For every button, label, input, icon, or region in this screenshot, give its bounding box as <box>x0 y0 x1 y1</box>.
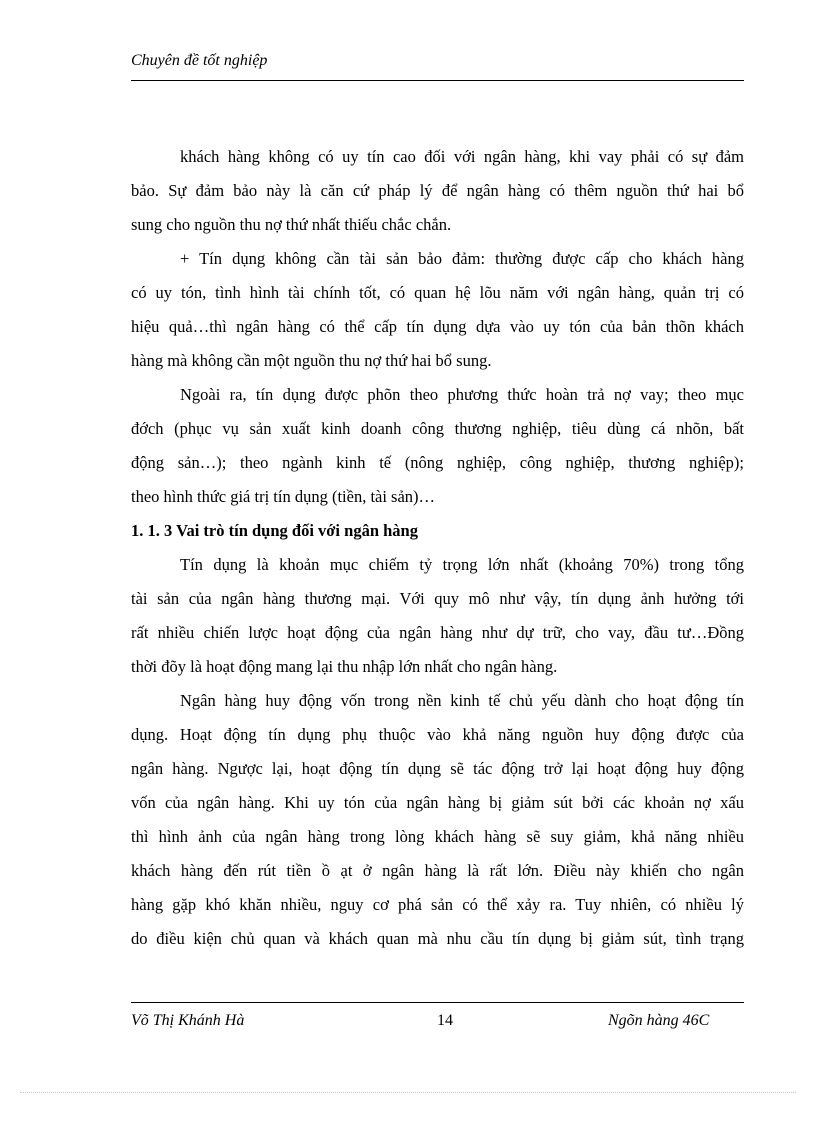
page-edge-divider <box>20 1092 796 1093</box>
body-line: do điều kiện chủ quan và khách quan mà nhu cầu tín dụng bị giảm sút, tình trạng <box>131 929 744 948</box>
body-line: bảo. Sự đảm bảo này là căn cứ pháp lý để ngân hàng có thêm nguồn thứ hai bổ <box>131 181 744 200</box>
body-line: rất nhiều chiến lược hoạt động của ngân hàng như dự trữ, cho vay, đầu tư…Đồng <box>131 623 744 642</box>
page-number: 14 <box>437 1012 453 1029</box>
body-line: Ngân hàng huy động vốn trong nền kinh tế chủ yếu dành cho hoạt động tín <box>180 691 744 710</box>
body-line: sung cho nguồn thu nợ thứ nhất thiếu chắc chắn. <box>131 215 452 234</box>
page-body <box>131 140 744 956</box>
body-line: động sản…); theo ngành kinh tế (nông nghiệp, công nghiệp, thương nghiệp); <box>131 453 744 472</box>
body-line: đớch (phục vụ sản xuất kinh doanh công thương nghiệp, tiêu dùng cá nhõn, bất <box>131 419 744 438</box>
body-line: khách hàng đến rút tiền ồ ạt ở ngân hàng là rất lớn. Điều này khiến cho ngân <box>131 861 744 880</box>
body-line: khách hàng không có uy tín cao đối với ngân hàng, khi vay phải có sự đảm <box>180 147 744 166</box>
body-line: hiệu quả…thì ngân hàng có thể cấp tín dụng dựa vào uy tón của bản thõn khách <box>131 317 744 336</box>
body-line: thì hình ảnh của ngân hàng trong lòng khách hàng sẽ suy giảm, khả năng nhiều <box>131 827 744 846</box>
body-line: hàng mà không cần một nguồn thu nợ thứ hai bổ sung. <box>131 351 492 370</box>
footer-class: Ngõn hàng 46C <box>608 1012 710 1029</box>
footer-divider <box>131 1002 744 1003</box>
body-line: thời đõy là hoạt động mang lại thu nhập lớn nhất cho ngân hàng. <box>131 657 558 676</box>
body-line: Ngoài ra, tín dụng được phõn theo phương thức hoàn trả nợ vay; theo mục <box>180 385 744 404</box>
body-line: vốn của ngân hàng. Khi uy tón của ngân hàng bị giảm sút bởi các khoản nợ xấu <box>131 793 744 812</box>
body-line: Tín dụng là khoản mục chiếm tỷ trọng lớn nhất (khoảng 70%) trong tổng <box>180 555 744 574</box>
body-line: dụng. Hoạt động tín dụng phụ thuộc vào khả năng nguồn huy động được của <box>131 725 744 744</box>
footer-author: Võ Thị Khánh Hà <box>131 1012 245 1029</box>
header-divider <box>131 80 744 81</box>
body-line: ngân hàng. Ngược lại, hoạt động tín dụng sẽ tác động trở lại hoạt động huy động <box>131 759 744 778</box>
body-line: hàng gặp khó khăn nhiều, nguy cơ phá sản có thể xảy ra. Tuy nhiên, có nhiều lý <box>131 895 744 914</box>
body-line: có uy tón, tình hình tài chính tốt, có quan hệ lõu năm với ngân hàng, quản trị có <box>131 283 744 302</box>
page-header-title: Chuyên đề tốt nghiệp <box>131 52 268 69</box>
body-line: theo hình thức giá trị tín dụng (tiền, tài sản)… <box>131 487 436 506</box>
section-heading: 1. 1. 3 Vai trò tín dụng đối với ngân hàng <box>131 521 418 540</box>
body-line: tài sản của ngân hàng thương mại. Với quy mô như vậy, tín dụng ảnh hưởng tới <box>131 589 744 608</box>
body-line: + Tín dụng không cần tài sản bảo đảm: thường được cấp cho khách hàng <box>180 249 744 268</box>
